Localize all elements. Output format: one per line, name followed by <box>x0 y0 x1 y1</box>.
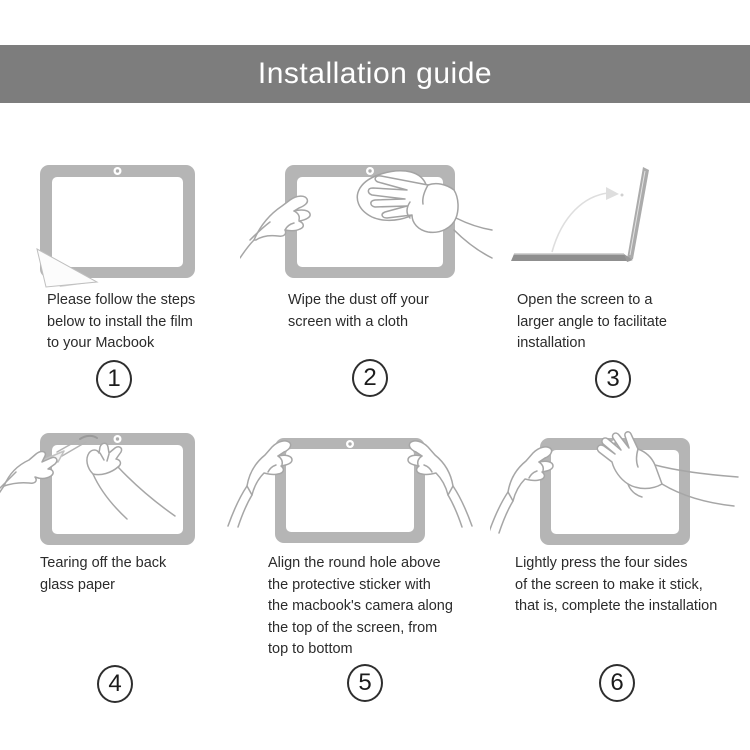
page-title: Installation guide <box>257 57 493 90</box>
step-3-illustration-open-laptop-icon <box>500 140 750 290</box>
step-3-caption: Open the screen to a larger angle to facilitate installation <box>517 292 667 351</box>
laptop-base <box>511 254 629 261</box>
step-1-number-badge: 1 <box>96 360 132 398</box>
step-3-number-badge: 3 <box>595 360 631 398</box>
step-6-illustration-press-sides-icon <box>490 420 750 560</box>
screen-glass <box>52 177 183 267</box>
step-2-caption: Wipe the dust off your screen with a cloth <box>288 292 429 330</box>
step-2-illustration-wipe-screen-icon <box>240 140 500 290</box>
step-5-number-badge: 5 <box>347 664 383 702</box>
step-5-caption: Align the round hole above the protective sticker with the macbook's camera along the top of the screen, from top to bottom <box>268 555 453 657</box>
step-5-illustration-align-film-icon <box>225 420 525 560</box>
open-angle-arrow-icon <box>552 193 608 252</box>
step-1-illustration-peeling-film-icon <box>0 140 250 290</box>
step-4-number-badge: 4 <box>97 665 133 703</box>
step-1-caption: Please follow the steps below to install the film to your Macbook <box>47 292 196 351</box>
screen-glass <box>286 449 414 532</box>
step-4-illustration-tear-paper-icon <box>0 420 250 560</box>
step-2-number-badge: 2 <box>352 359 388 397</box>
step-6-number-badge: 6 <box>599 664 635 702</box>
step-6-caption: Lightly press the four sides of the screen to make it stick, that is, complete the installation <box>515 555 718 614</box>
screen-glass <box>52 445 183 534</box>
header-banner <box>0 45 750 103</box>
step-4-caption: Tearing off the back glass paper <box>40 555 167 593</box>
